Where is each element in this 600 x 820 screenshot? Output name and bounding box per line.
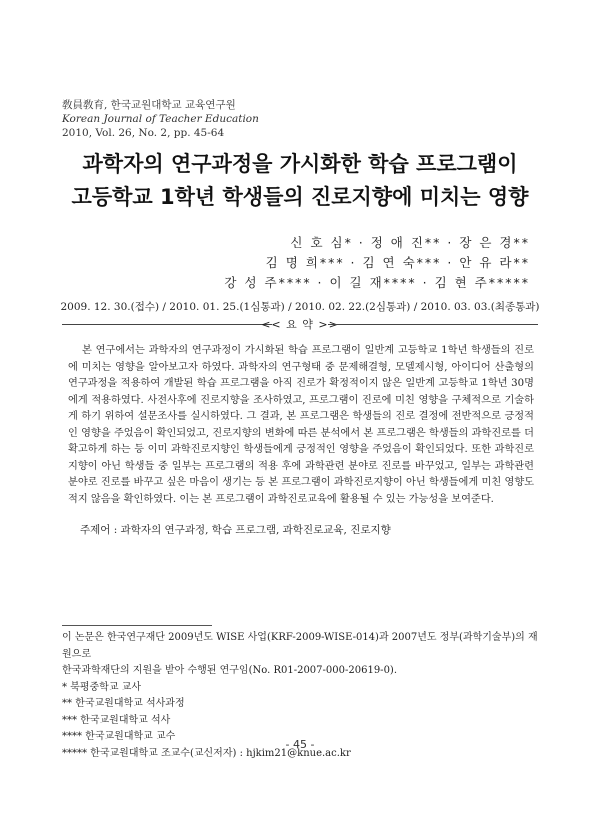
journal-english-name: Korean Journal of Teacher Education xyxy=(62,113,259,125)
footnote-4: **** 한국교원대학교 교수 xyxy=(62,731,176,742)
authors-line-1: 신 호 심* · 정 애 진** · 장 은 경** xyxy=(290,235,530,250)
abstract-rule-right xyxy=(328,324,538,325)
abstract-heading xyxy=(62,316,538,332)
authors-line-2: 김 명 희*** · 김 연 숙*** · 안 유 라** xyxy=(265,255,530,270)
journal-korean-name: 敎員敎育, 한국교원대학교 교육연구원 xyxy=(62,99,236,111)
journal-info xyxy=(62,98,259,140)
title-line-1: 과학자의 연구과정을 가시화한 학습 프로그램이 xyxy=(82,152,518,176)
footnote-3: *** 한국교원대학교 석사 xyxy=(62,714,171,726)
paper-title xyxy=(40,148,560,214)
authors-line-3: 강 성 주**** · 이 길 재**** · 김 현 주***** xyxy=(224,275,530,290)
author-list xyxy=(224,233,530,293)
funding-note-line-2: 한국과학재단의 지원을 받아 수행된 연구임(No. R01-2007-000-20619-0). xyxy=(62,665,398,676)
title-line-2: 고등학교 1학년 학생들의 진로지향에 미치는 영향 xyxy=(71,185,529,209)
abstract-body: 본 연구에서는 과학자의 연구과정이 가시화된 학습 프로그램이 일반계 고등학교 1학년 학생들의 진로에 미치는 영향을 알아보고자 하였다. 과학자의 연구형태 중 문제해결형, 모델제시형, 아이디어 산출형의 연구과정을 적용하여 개발된 학습 프로그램을 아직 진로가 확정적이지 않은 일반계 고등학교 1학년 30명에게 적용하였다. 사전사후에 진로지향을 조사하였고, 프로그램이 진로에 미친 영향을 구체적으로 기술하게 하기 위하여 설문조사를 실시하였다. 그 결과, 본 프로그램은 학생들의 진로 결정에 전반적으로 긍정적인 영향을 주었음이 확인되었고, 진로지향의 변화에 따른 분석에서 본 프로그램은 학생들의 과학진로를 더 확고하게 하는 등 이미 과학진로지향인 학생들에게 긍정적인 영향을 주었음이 확인되었다. 또한 과학진로지향이 아닌 학생들 중 일부는 프로그램의 적용 후에 과학관련 분야로 진로를 바꾸었고, 일부는 과학관련 분야로 진로를 바꾸고 싶은 마음이 생기는 등 본 프로그램이 과학진로지향이 아닌 학생들에게 미친 영향도 적지 않음을 확인하였다. 이는 본 프로그램이 과학진로교육에 활용될 수 있는 가능성을 보여준다. xyxy=(68,345,534,505)
footnote-5: ***** 한국교원대학교 조교수(교신저자) : hjkim21@knue.ac.kr xyxy=(62,747,351,759)
footnote-1: * 북평중학교 교사 xyxy=(62,681,141,693)
abstract-label: << 요 약 >> xyxy=(261,318,339,331)
keywords: 주제어 : 과학자의 연구과정, 학습 프로그램, 과학진로교육, 진로지향 xyxy=(80,524,391,536)
journal-issue: 2010, Vol. 26, No. 2, pp. 45-64 xyxy=(62,127,225,139)
footnote-2: ** 한국교원대학교 석사과정 xyxy=(62,698,185,709)
page-number: - 45 - xyxy=(285,738,315,751)
funding-note-line-1: 이 논문은 한국연구재단 2009년도 WISE 사업(KRF-2009-WISE-014)과 2007년도 정부(과학기술부)의 재원으로 xyxy=(62,632,538,660)
footnote-divider xyxy=(62,625,212,626)
review-dates: 2009. 12. 30.(접수) / 2010. 01. 25.(1심통과) / 2010. 02. 22.(2심통과) / 2010. 03. 03.(최종통과) xyxy=(60,301,540,313)
